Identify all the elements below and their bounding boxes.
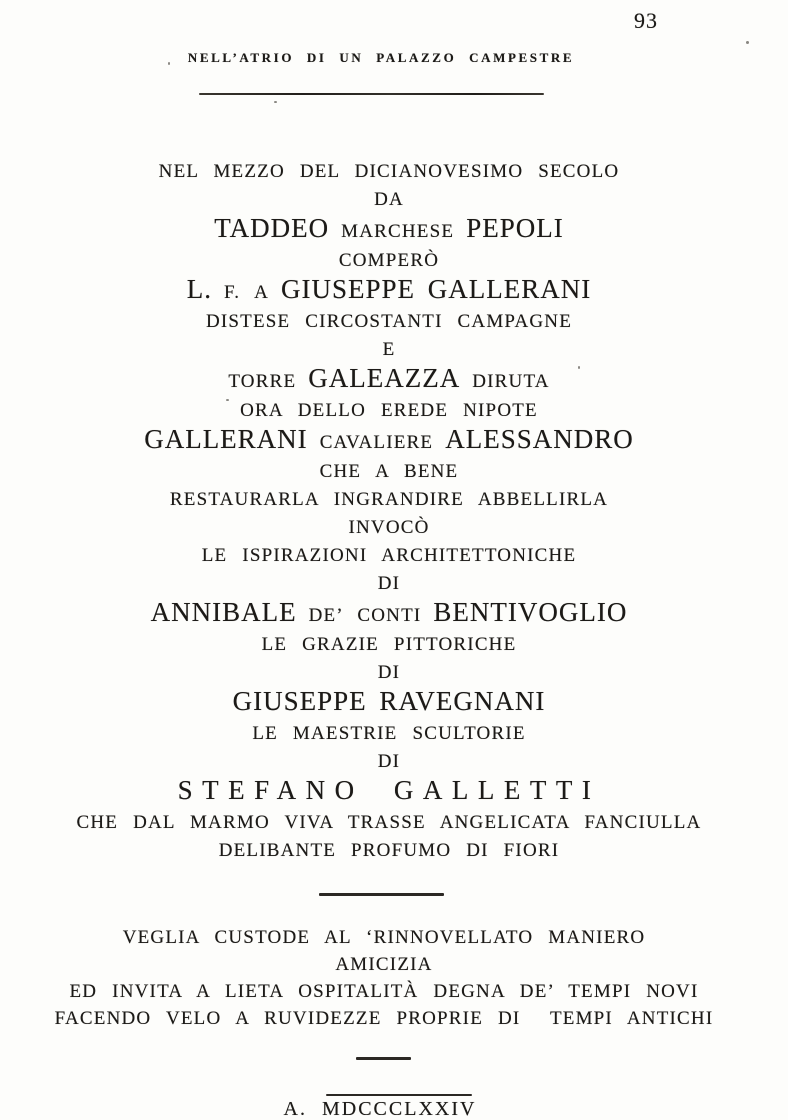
- inscription-line: [0, 275, 783, 308]
- inscription-line: [0, 837, 783, 865]
- inscription-line: [0, 214, 783, 247]
- dedication-line: AMICIZIA: [335, 954, 433, 975]
- inscription-segment: MARCHESE: [341, 221, 455, 242]
- inscription-line: [0, 687, 783, 720]
- inscription-segment: BENTIVOGLIO: [433, 597, 628, 627]
- inscription-segment: LE MAESTRIE SCULTORIE: [252, 723, 526, 744]
- inscription-segment: NEL MEZZO DEL DICIANOVESIMO SECOLO: [158, 161, 620, 182]
- inscription-segment: COMPERÒ: [338, 250, 440, 271]
- inscription-segment: GALEAZZA: [308, 363, 461, 393]
- inscription-line: [0, 514, 783, 542]
- inscription-line: [0, 397, 783, 425]
- inscription-segment: F. A: [223, 282, 270, 303]
- inscription-segment: CHE A BENE: [319, 461, 459, 482]
- scan-speck: [746, 41, 749, 44]
- scan-speck: [168, 62, 170, 65]
- inscription-segment: DA: [374, 189, 404, 210]
- inscription-line: [0, 809, 783, 837]
- inscription-segment: RESTAURARLA INGRANDIRE ABBELLIRLA: [169, 489, 609, 510]
- dedication-line: FACENDO VELO A RUVIDEZZE PROPRIE DI TEMPI ANTICHI: [54, 1008, 714, 1029]
- inscription-line: [0, 598, 783, 631]
- inscription-line: [0, 776, 783, 809]
- dedication-line: ED INVITA A LIETA OSPITALITÀ DEGNA DE’ TEMPI NOVI: [69, 981, 699, 1002]
- inscription-segment: DE’ CONTI: [308, 605, 422, 626]
- inscription-line: [0, 486, 783, 514]
- inscription-block: [0, 158, 783, 865]
- inscription-segment: L.: [186, 274, 212, 304]
- inscription-line: [0, 425, 783, 458]
- inscription-segment: LE ISPIRAZIONI ARCHITETTONICHE: [201, 545, 577, 566]
- inscription-segment: ORA DELLO EREDE NIPOTE: [240, 400, 538, 421]
- inscription-line: [0, 158, 783, 186]
- scan-speck: [578, 366, 580, 369]
- inscription-segment: DISTESE CIRCOSTANTI CAMPAGNE: [205, 311, 573, 332]
- inscription-line: [0, 186, 783, 214]
- inscription-line: [0, 570, 783, 598]
- inscription-segment: DELIBANTE PROFUMO DI FIORI: [218, 840, 560, 861]
- inscription-segment: LE GRAZIE PITTORICHE: [261, 634, 517, 655]
- inscription-line: [0, 748, 783, 776]
- inscription-segment: GIUSEPPE RAVEGNANI: [232, 686, 546, 716]
- inscription-segment: ANNIBALE: [150, 597, 297, 627]
- inscription-segment: TADDEO: [214, 213, 330, 243]
- inscription-segment: DI: [377, 573, 401, 594]
- divider-rule-top: [199, 93, 544, 95]
- inscription-line: [0, 458, 783, 486]
- inscription-line: [0, 542, 783, 570]
- inscription-line: [0, 720, 783, 748]
- inscription-segment: DI: [377, 662, 401, 683]
- page-number: 93: [634, 8, 658, 33]
- divider-rule-middle: [319, 893, 444, 896]
- dedication-block: [0, 924, 778, 1032]
- inscription-line: [0, 659, 783, 687]
- inscription-segment: DI: [377, 751, 401, 772]
- scan-speck: [226, 399, 229, 401]
- inscription-line: [0, 308, 783, 336]
- inscription-line: [0, 247, 783, 275]
- inscription-segment: INVOCÒ: [348, 517, 430, 538]
- inscription-segment: ALESSANDRO: [445, 424, 634, 454]
- inscription-segment: STEFANO GALLETTI: [177, 775, 601, 805]
- inscription-segment: CHE DAL MARMO VIVA TRASSE ANGELICATA FANCIULLA: [76, 812, 702, 833]
- colophon-year: A. MDCCCLXXIV: [283, 1098, 477, 1120]
- inscription-segment: GALLERANI: [144, 424, 308, 454]
- colophon-rule: [326, 1094, 472, 1096]
- inscription-segment: DIRUTA: [472, 371, 550, 392]
- running-head: NELL’ATRIO DI UN PALAZZO CAMPESTRE: [187, 50, 575, 65]
- scan-speck: [274, 101, 277, 103]
- inscription-line: [0, 364, 783, 397]
- inscription-segment: CAVALIERE: [319, 432, 434, 453]
- inscription-segment: GIUSEPPE GALLERANI: [281, 274, 592, 304]
- inscription-segment: TORRE: [228, 371, 297, 392]
- inscription-line: [0, 336, 783, 364]
- divider-rule-bottom: [356, 1057, 411, 1060]
- inscription-segment: E: [382, 339, 396, 360]
- inscription-segment: PEPOLI: [466, 213, 564, 243]
- dedication-line: VEGLIA CUSTODE AL ‘RINNOVELLATO MANIERO: [122, 927, 646, 948]
- inscription-line: [0, 631, 783, 659]
